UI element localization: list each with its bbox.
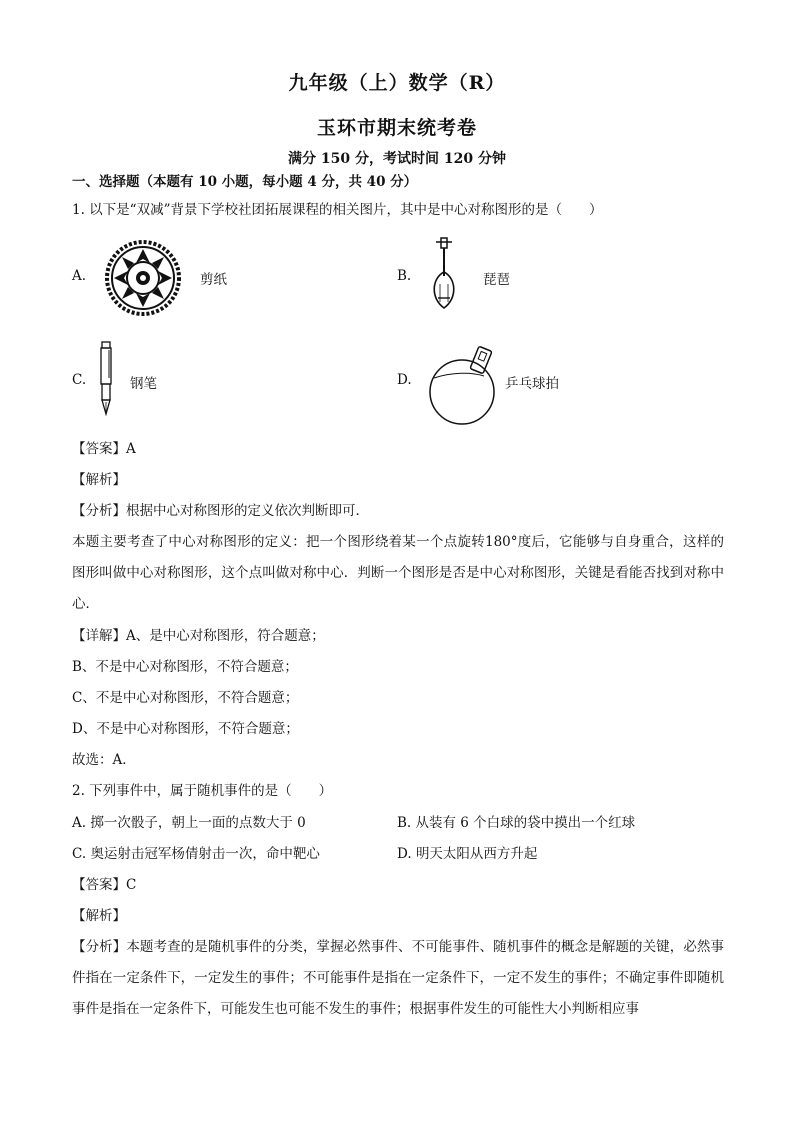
q2-option-c-label: C. <box>72 846 87 862</box>
paper-cut-icon <box>104 239 182 317</box>
q1-fenxi: 【分析】根据中心对称图形的定义依次判断即可． <box>72 503 369 519</box>
q2-option-d <box>397 844 537 864</box>
q2-answer: 【答案】C <box>72 877 137 893</box>
q1-detail-1: 【详解】A、是中心对称图形，符合题意； <box>72 628 325 644</box>
q2-option-a <box>72 813 306 833</box>
q2-fenxi: 【分析】本题考查的是随机事件的分类，掌握必然事件、不可能事件、随机事件的概念是解题的关键，必然事件指在一定条件下，一定发生的事件；不可能事件是指在一定条件下，一定不发生的事件；不确定事件即随机事件是指在一定条件下，可能发生也可能不发生的事件；根据事件发生的可能性大小判断相应事 <box>72 939 724 1017</box>
q1-detail-3: C、不是中心对称图形，不符合题意； <box>72 690 299 706</box>
q1-option-d-label: D. <box>397 372 412 388</box>
q2-option-a-label: A. <box>72 815 87 831</box>
q2-option-b <box>397 813 635 833</box>
exam-info: 满分 150 分，考试时间 120 分钟 <box>288 151 506 167</box>
q1-option-b-label: B. <box>397 268 412 284</box>
ping-pong-paddle-icon <box>428 342 500 428</box>
q2-option-a-text: 掷一次骰子，朝上一面的点数大于 0 <box>90 815 306 831</box>
q1-option-b-text: 琵琶 <box>483 272 510 288</box>
q1-option-a-text: 剪纸 <box>200 272 227 288</box>
q1-option-c-label: C. <box>72 372 87 388</box>
q2-option-c-text: 奥运射击冠军杨倩射击一次，命中靶心 <box>90 846 320 862</box>
pipa-icon <box>426 236 462 312</box>
q1-option-d-text: 乒乓球拍 <box>505 376 559 392</box>
q1-option-a-label: A. <box>72 268 87 284</box>
section-heading: 一、选择题（本题有 10 小题，每小题 4 分，共 40 分） <box>72 174 418 190</box>
q1-detail-2: B、不是中心对称图形，不符合题意； <box>72 659 298 675</box>
q1-option-c-text: 钢笔 <box>130 376 157 392</box>
page-title: 九年级（上）数学（R） <box>288 72 506 94</box>
q2-option-b-label: B. <box>397 815 412 831</box>
q1-detail-4: D、不是中心对称图形，不符合题意； <box>72 721 299 737</box>
fountain-pen-icon <box>96 340 116 416</box>
page-subtitle: 玉环市期末统考卷 <box>316 117 477 139</box>
q1-choice: 故选：A． <box>72 752 136 768</box>
q1-explanation: 本题主要考查了中心对称图形的定义：把一个图形绕着某一个点旋转180°度后，它能够与自身重合，这样的图形叫做中心对称图形，这个点叫做对称中心．判断一个图形是否是中心对称图形，关键是看能否找到对称中心． <box>72 534 724 612</box>
q1-analysis-tag: 【解析】 <box>72 472 126 488</box>
q2-option-c <box>72 844 320 864</box>
q1-answer: 【答案】A <box>72 441 136 457</box>
q2-analysis-tag: 【解析】 <box>72 908 126 924</box>
question-2-stem: 2. 下列事件中，属于随机事件的是（ ） <box>72 783 333 799</box>
q2-option-d-label: D. <box>397 846 412 862</box>
q2-option-b-text: 从装有 6 个白球的袋中摸出一个红球 <box>415 815 636 831</box>
q2-option-d-text: 明天太阳从西方升起 <box>415 846 538 862</box>
question-1-stem: 1. 以下是“双减”背景下学校社团拓展课程的相关图片，其中是中心对称图形的是（ ） <box>72 202 603 218</box>
